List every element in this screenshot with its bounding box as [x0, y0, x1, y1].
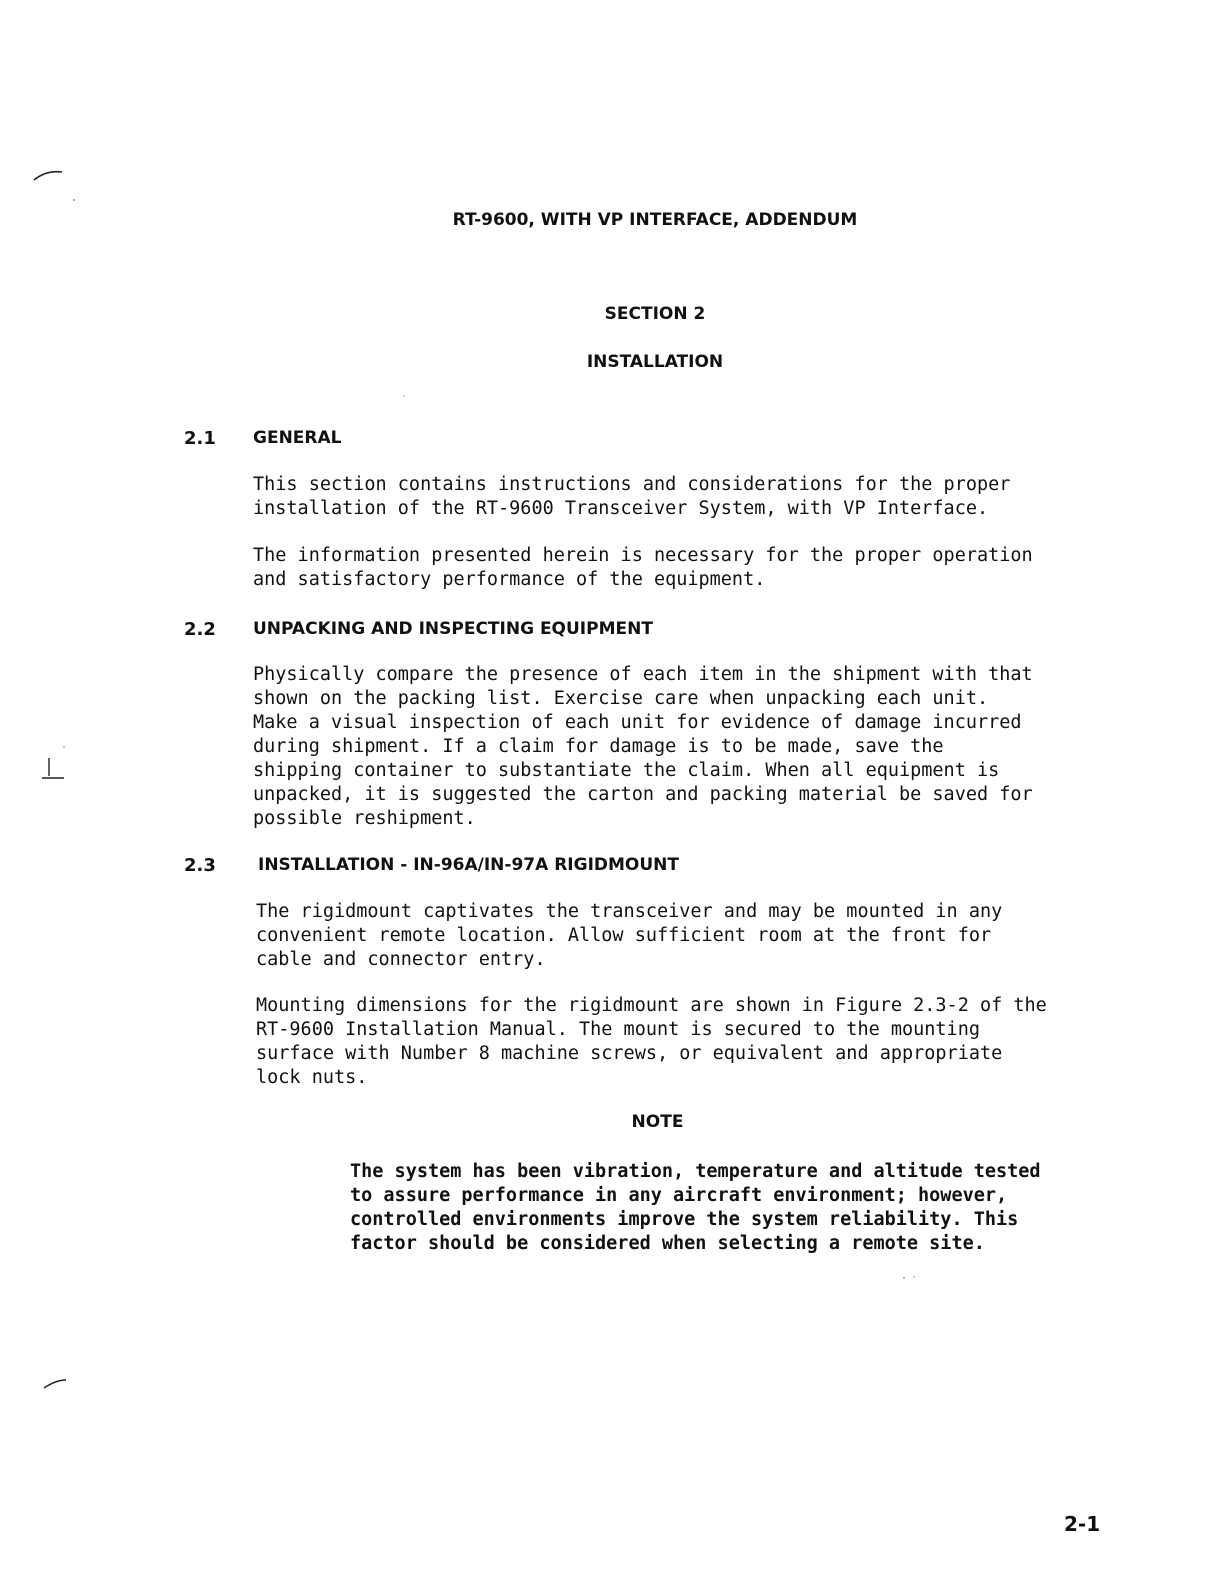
section-2-2-heading: UNPACKING AND INSPECTING EQUIPMENT	[253, 619, 653, 639]
section-2-1-number: 2.1	[184, 428, 216, 449]
section-number: SECTION 2	[604, 304, 706, 324]
section-2-3-paragraph-1: The rigidmount captivates the transceiver and may be mounted in any convenient remote location. Allow sufficient room at the front for cable and connector entry.	[256, 901, 1003, 970]
section-2-3-number: 2.3	[184, 855, 216, 876]
page-number: 2-1	[1064, 1512, 1101, 1536]
note-text: The system has been vibration, temperature and altitude tested to assure performance in any aircraft environment; however, controlled environments improve the system reliability. This factor should be considered when selecting a remote site.	[350, 1161, 1041, 1254]
section-2-3-heading: INSTALLATION - IN-96A/IN-97A RIGIDMOUNT	[258, 855, 679, 875]
section-2-1-paragraph-1: This section contains instructions and considerations for the proper installation of the RT-9600 Transceiver System, with VP Interface.	[253, 474, 1011, 519]
section-2-3-paragraph-2: Mounting dimensions for the rigidmount are shown in Figure 2.3-2 of the RT-9600 Installation Manual. The mount is secured to the mounting surface with Number 8 machine screws, or equivalent and appropriate lock nuts.	[256, 995, 1047, 1088]
note-label: NOTE	[631, 1112, 684, 1132]
section-2-1-paragraph-2: The information presented herein is necessary for the proper operation and satisfactory performance of the equipment.	[253, 545, 1033, 590]
section-2-1-heading: GENERAL	[253, 428, 342, 448]
section-2-2-paragraph-1: Physically compare the presence of each item in the shipment with that shown on the packing list. Exercise care when unpacking each unit. Make a visual inspection of each unit for evidence of damage incurred during shipment. If a claim for damage is to be made, save the shipping container to substantiate the claim. When all equipment is unpacked, it is suggested the carton and packing material be saved for possible reshipment.	[253, 664, 1033, 829]
section-2-2-number: 2.2	[184, 619, 216, 640]
section-name: INSTALLATION	[586, 352, 724, 372]
document-title: RT-9600, WITH VP INTERFACE, ADDENDUM	[452, 210, 858, 230]
